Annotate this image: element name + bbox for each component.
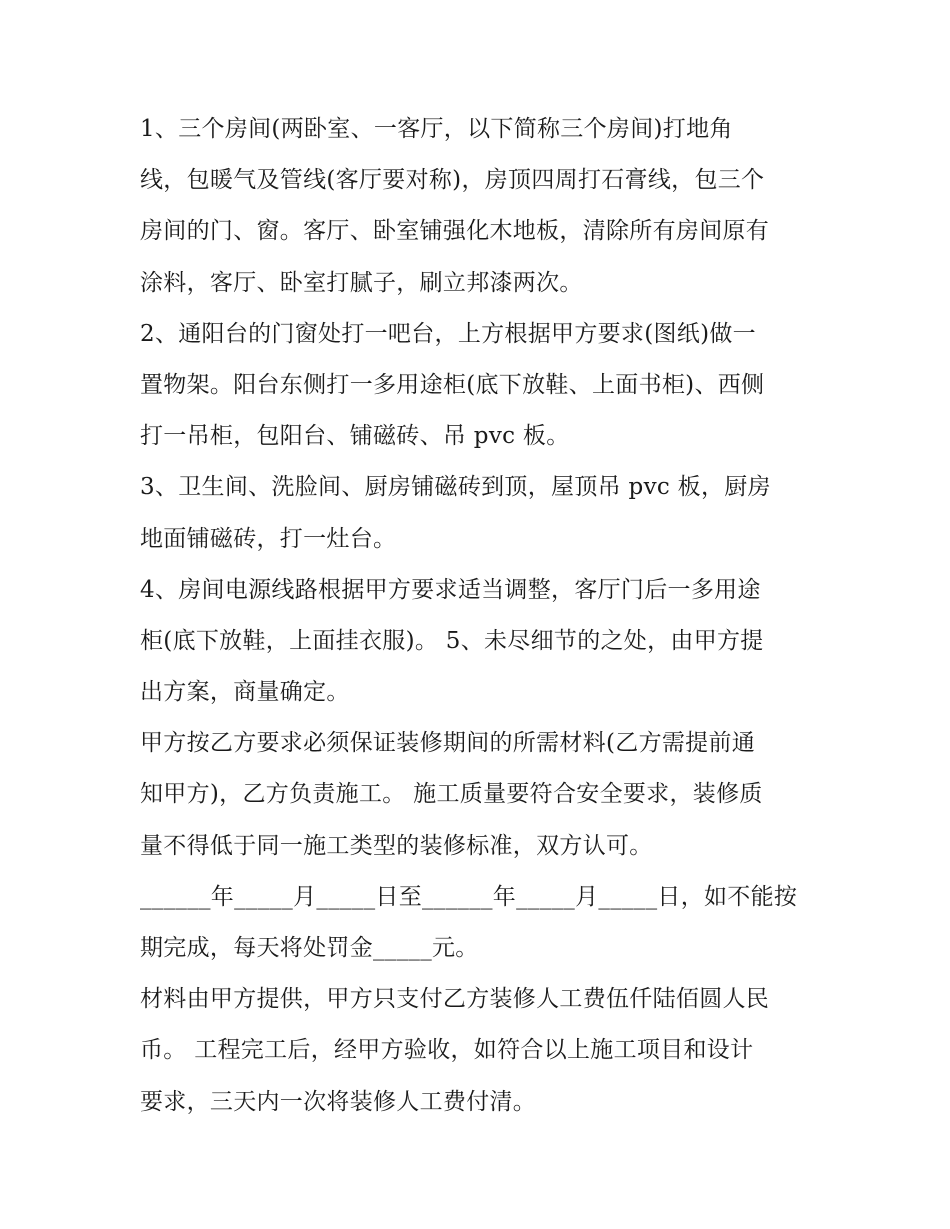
- text-line: 涂料，客厅、卧室打腻子，刷立邦漆两次。: [140, 269, 583, 296]
- text-line: 材料由甲方提供，甲方只支付乙方装修人工费伍仟陆佰圆人民: [140, 986, 770, 1013]
- text-line: 量不得低于同一施工类型的装修标准，双方认可。: [140, 832, 653, 859]
- text-line: 甲方按乙方要求必须保证装修期间的所需材料(乙方需提前通: [140, 730, 756, 757]
- text-line: 4、房间电源线路根据甲方要求适当调整，客厅门后一多用途: [140, 576, 761, 603]
- text-line: 2、通阳台的门窗处打一吧台，上方根据甲方要求(图纸)做一: [140, 320, 756, 347]
- text-line: 要求，三天内一次将装修人工费付清。: [140, 1088, 537, 1115]
- text-line: 知甲方)，乙方负责施工。 施工质量要符合安全要求，装修质: [140, 781, 763, 808]
- text-line: 币。 工程完工后，经甲方验收，如符合以上施工项目和设计: [140, 1037, 754, 1064]
- text-line: 置物架。阳台东侧打一多用途柜(底下放鞋、上面书柜)、西侧: [140, 371, 765, 398]
- contract-body: [140, 104, 830, 1128]
- text-line: 线，包暖气及管线(客厅要对称)，房顶四周打石膏线，包三个: [140, 167, 765, 194]
- text-line: ______年_____月_____日至______年_____月_____日，如不能按: [140, 883, 798, 910]
- text-line: 房间的门、窗。客厅、卧室铺强化木地板，清除所有房间原有: [140, 218, 770, 245]
- text-line: 打一吊柜，包阳台、铺磁砖、吊 pvc 板。: [140, 423, 570, 450]
- text-line: 地面铺磁砖，打一灶台。: [140, 525, 397, 552]
- text-line: 1、三个房间(两卧室、一客厅，以下简称三个房间)打地角: [140, 116, 733, 142]
- text-line: 出方案，商量确定。: [140, 679, 350, 706]
- text-line: 3、卫生间、洗脸间、厨房铺磁砖到顶，屋顶吊 pvc 板，厨房: [140, 474, 771, 501]
- text-line: 柜(底下放鞋，上面挂衣服)。 5、未尽细节的之处，由甲方提: [140, 627, 764, 654]
- text-line: 期完成，每天将处罚金_____元。: [140, 935, 479, 961]
